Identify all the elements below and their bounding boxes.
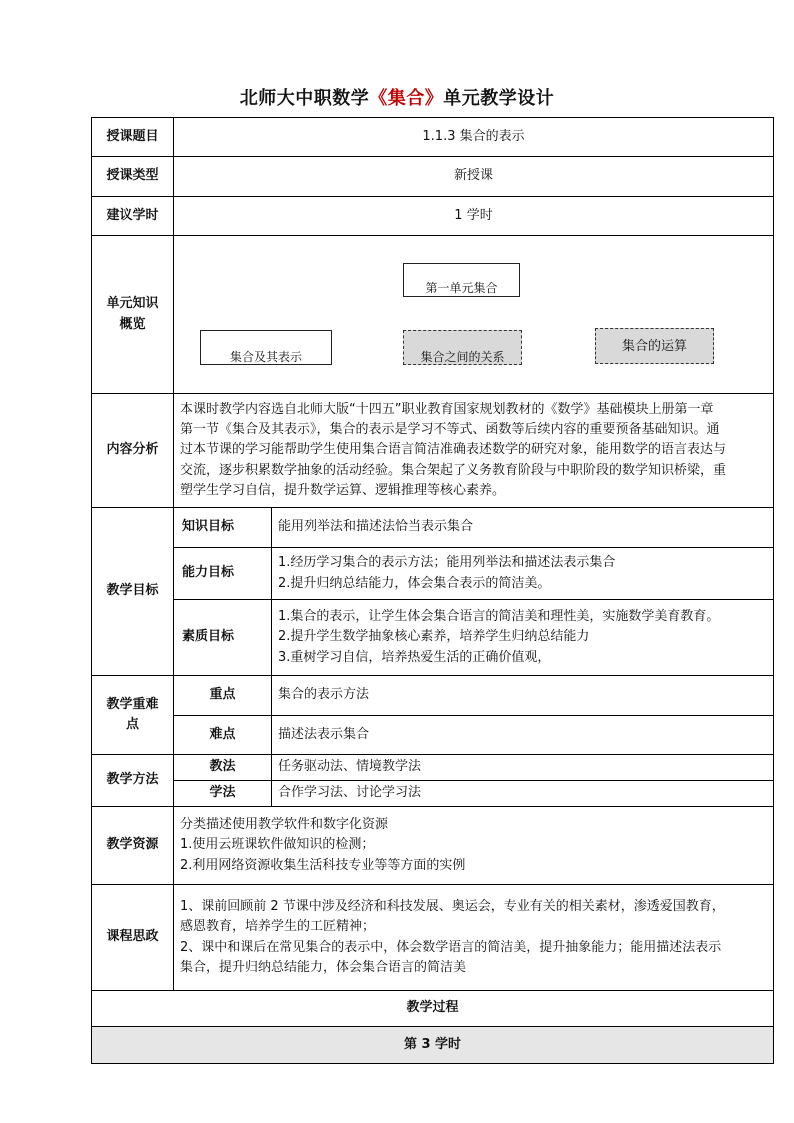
row-objective-ability [92,548,774,600]
hours-value: 1 学时 [174,197,774,236]
document-title [0,84,794,110]
content-analysis-label: 内容分析 [92,394,174,508]
overview-label: 单元知识 概览 [92,236,174,394]
lesson-plan-table [91,117,774,1064]
type-label: 授课类型 [92,157,174,197]
diagram-box-representation: 集合及其表示 [200,330,332,365]
unit-knowledge-diagram [174,237,773,393]
row-objective-knowledge [92,508,774,548]
teaching-process-heading: 教学过程 [92,991,774,1027]
objectives-label: 教学目标 [92,508,174,676]
content-analysis-text: 本课时教学内容选自北师大版“十四五”职业教育国家规划教材的《数学》基础模块上册第一章 第一节《集合及其表示》，集合的表示是学习不等式、函数等后续内容的重要预备基础知识。通 过本节课的学习能帮助学生使用集合语言简洁准确表述数学的研究对象，能用数学的语言表达与 交流，逐步积累数学抽象的活动经验。集合架起了义务教育阶段与中职阶段的数学知识桥梁，重 塑学生学习自信，提升数学运算、逻辑推理等核心素养。 [174,394,774,508]
key-point-value: 集合的表示方法 [272,676,774,716]
row-objective-quality [92,600,774,676]
ideology-text: 1、课前回顾前 2 节课中涉及经济和科技发展、奥运会，专业有关的相关素材，渗透爱国教育， 感恩教育，培养学生的工匠精神； 2、课中和课后在常见集合的表示中，体会数学语言的简洁美，提升抽象能力；能用描述法表示 集合，提升归纳总结能力，体会集合语言的简洁美 [174,885,774,991]
difficult-point-value: 描述法表示集合 [272,716,774,755]
row-ideology [92,885,774,991]
methods-label: 教学方法 [92,755,174,807]
resources-label: 教学资源 [92,807,174,885]
row-key-point [92,676,774,716]
quality-objective-label: 素质目标 [174,600,272,676]
teaching-method-label: 教法 [174,755,272,781]
row-teaching-method [92,755,774,781]
row-learning-method [92,781,774,807]
row-period [92,1027,774,1064]
teaching-method-value: 任务驱动法、情境教学法 [272,755,774,781]
ability-objective-text: 1.经历学习集合的表示方法；能用列举法和描述法表示集合 2.提升归纳总结能力，体会集合表示的简洁美。 [272,548,774,600]
title-prefix: 北师大中职数学 [239,88,370,109]
type-value: 新授课 [174,157,774,197]
key-points-label: 教学重难 点 [92,676,174,755]
row-overview [92,236,774,394]
row-process [92,991,774,1027]
quality-objective-text: 1.集合的表示，让学生体会集合语言的简洁美和理性美，实施数学美育教育。 2.提升学生数学抽象核心素养，培养学生归纳总结能力 3.重树学习自信，培养热爱生活的正确价值观， [272,600,774,676]
topic-value: 1.1.3 集合的表示 [174,118,774,157]
difficult-point-label: 难点 [174,716,272,755]
title-suffix: 单元教学设计 [443,88,555,109]
ability-objective-label: 能力目标 [174,548,272,600]
diagram-box-unit: 第一单元集合 [403,263,520,297]
row-content-analysis [92,394,774,508]
resources-text: 分类描述使用教学软件和数字化资源 1.使用云班课软件做知识的检测； 2.利用网络资源收集生活科技专业等等方面的实例 [174,807,774,885]
learning-method-label: 学法 [174,781,272,807]
row-topic [92,118,774,157]
key-point-label: 重点 [174,676,272,716]
row-difficult-point [92,716,774,755]
learning-method-value: 合作学习法、讨论学习法 [272,781,774,807]
diagram-box-operations: 集合的运算 [595,328,714,364]
title-highlight: 《集合》 [369,88,444,109]
hours-label: 建议学时 [92,197,174,236]
row-resources [92,807,774,885]
knowledge-objective-label: 知识目标 [174,508,272,548]
period-heading: 第 3 学时 [92,1027,774,1064]
topic-label: 授课题目 [92,118,174,157]
ideology-label: 课程思政 [92,885,174,991]
diagram-box-relations: 集合之间的关系 [403,330,522,365]
overview-diagram-cell [174,236,774,394]
row-hours [92,197,774,236]
knowledge-objective-text: 能用列举法和描述法恰当表示集合 [272,508,774,548]
row-type [92,157,774,197]
